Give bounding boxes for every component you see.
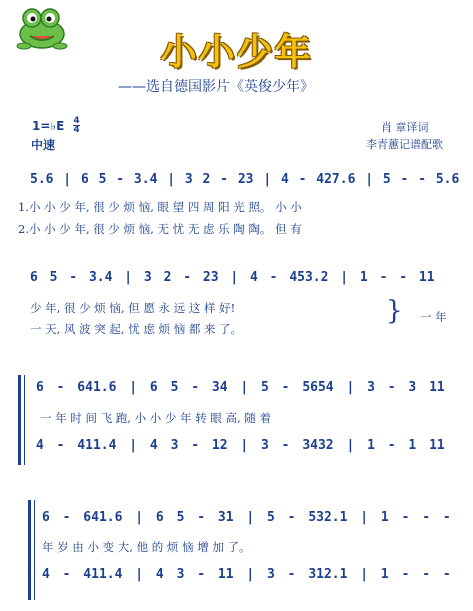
- system-4-thin-bar: [34, 500, 35, 600]
- system-3-brace-bar: [18, 375, 21, 465]
- verse-brace: }: [386, 296, 403, 326]
- lyrics-line-1-verse1: 1.小 小 少 年, 很 少 烦 恼, 眼 望 四 周 阳 光 照。 小 小: [18, 200, 302, 214]
- system-4-brace-bar: [28, 500, 31, 600]
- lyrics-line-2-verse1: 少 年, 很 少 烦 恼, 但 愿 永 远 这 样 好!: [30, 301, 236, 315]
- lyrics-line-1-verse2: 2.小 小 少 年, 很 少 烦 恼, 无 忧 无 虑 乐 陶 陶。 但 有: [18, 222, 302, 236]
- key-signature: 1=♭E: [32, 119, 65, 133]
- lyrics-line-3: 一 年 时 间 飞 跑, 小 小 少 年 转 眼 高, 随 着: [40, 411, 271, 425]
- translator-credit: 肖 章译词: [381, 121, 429, 134]
- lyrics-line-2-verse2: 一 天, 风 波 突 起, 忧 虑 烦 恼 都 来 了。: [30, 322, 243, 336]
- lyrics-line-4: 年 岁 由 小 变 大, 他 的 烦 恼 增 加 了。: [42, 540, 251, 554]
- page-title: 小小少年: [160, 32, 313, 73]
- notation-line-1: 5.6 | 6 5 - 3.4 | 3 2 - 23 | 4 - 427.6 | 5 - - 5.6: [30, 172, 460, 187]
- subtitle: ——选自德国影片《英俊少年》: [118, 79, 314, 95]
- notation-line-3-lower: 4 - 411.4 | 4 3 - 12 | 3 - 3432 | 1 - 1 11: [36, 438, 445, 453]
- notation-line-4-lower: 4 - 411.4 | 4 3 - 11 | 3 - 312.1 | 1 - - -: [42, 567, 451, 582]
- notation-line-4-upper: 6 - 641.6 | 6 5 - 31 | 5 - 532.1 | 1 - - -: [42, 510, 451, 525]
- notation-line-3-upper: 6 - 641.6 | 6 5 - 34 | 5 - 5654 | 3 - 3 11: [36, 380, 445, 395]
- time-signature: 4 4: [73, 116, 80, 135]
- notation-line-2: 6 5 - 3.4 | 3 2 - 23 | 4 - 453.2 | 1 - - 11: [30, 270, 435, 285]
- system-3-thin-bar: [24, 375, 25, 465]
- tempo-marking: 中速: [31, 138, 56, 152]
- lyrics-after-brace: 一 年: [420, 310, 447, 324]
- arranger-credit: 李青蕙记谱配歌: [366, 138, 443, 151]
